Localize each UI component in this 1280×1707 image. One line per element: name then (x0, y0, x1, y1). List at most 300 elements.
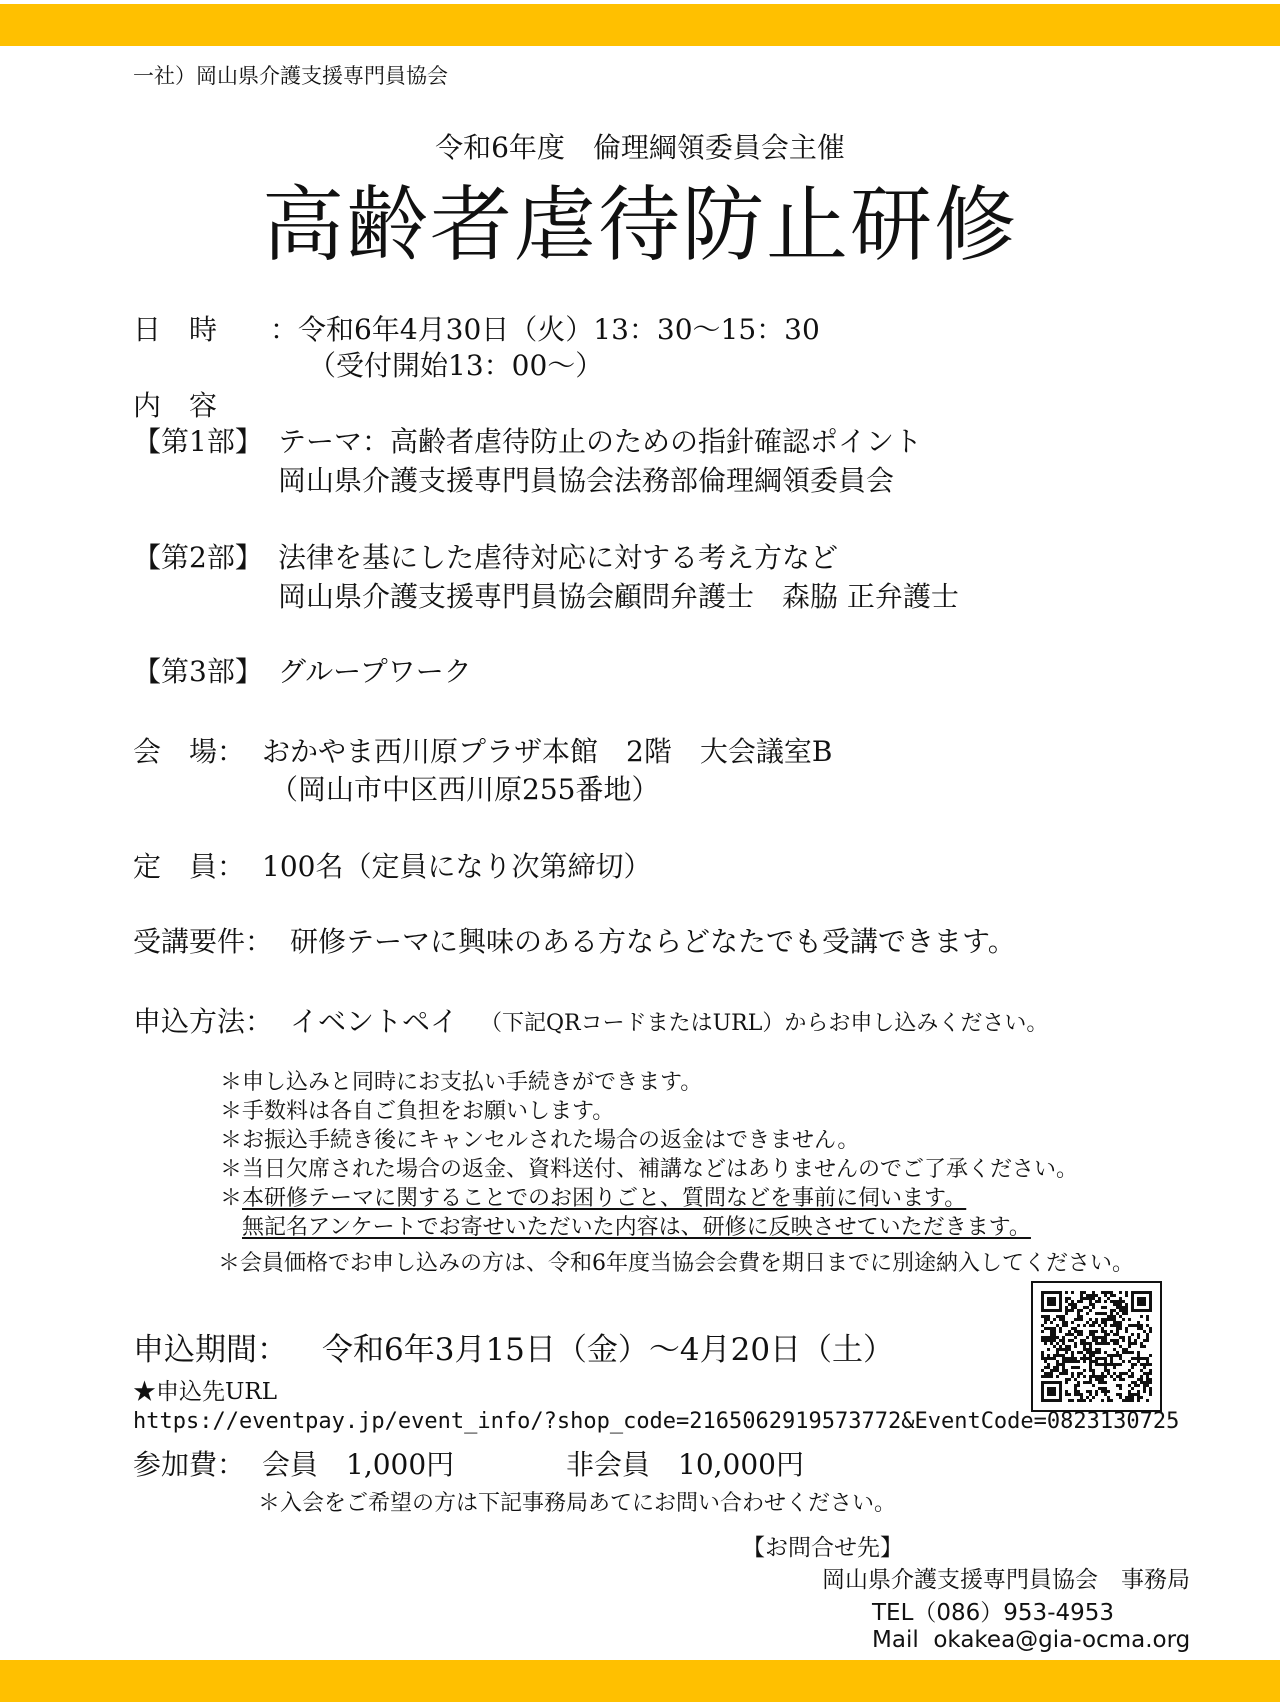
qr-module (1071, 1333, 1074, 1336)
qr-module (1110, 1312, 1113, 1315)
qr-module (1140, 1375, 1143, 1378)
qr-module (1107, 1372, 1110, 1375)
fee-nonmember: 非会員 10,000円 (566, 1448, 804, 1481)
qr-module (1098, 1375, 1101, 1378)
qr-module (1116, 1351, 1119, 1354)
qr-module (1062, 1336, 1065, 1339)
qr-module (1140, 1369, 1143, 1372)
qr-module (1089, 1399, 1092, 1402)
qr-module (1104, 1357, 1107, 1360)
qr-module (1140, 1381, 1143, 1384)
qr-module (1140, 1315, 1143, 1318)
qr-module (1098, 1342, 1101, 1345)
qr-module (1089, 1297, 1092, 1300)
qr-module (1137, 1393, 1140, 1396)
qr-module (1134, 1342, 1137, 1345)
qr-module (1128, 1393, 1131, 1396)
qr-module (1089, 1330, 1092, 1333)
qr-module (1098, 1348, 1101, 1351)
qr-module (1077, 1390, 1080, 1393)
qr-module (1095, 1300, 1098, 1303)
qr-module (1101, 1372, 1104, 1375)
part2-line1: 法律を基にした虐待対応に対する考え方など (278, 541, 839, 574)
qr-module (1104, 1375, 1107, 1378)
top-accent-bar (0, 4, 1280, 46)
qr-module (1104, 1387, 1107, 1390)
qr-module (1101, 1306, 1104, 1309)
qr-module (1047, 1315, 1050, 1318)
qr-module (1119, 1321, 1122, 1324)
qr-module (1095, 1357, 1098, 1360)
qr-code-icon (1041, 1291, 1152, 1402)
qr-module (1143, 1372, 1146, 1375)
qr-module (1116, 1312, 1119, 1315)
qr-module (1068, 1393, 1071, 1396)
note-member: ＊会員価格でお申し込みの方は、令和6年度当協会会費を期日までに別途納入してください。 (218, 1251, 1135, 1276)
qr-module (1098, 1378, 1101, 1381)
qr-module (1077, 1375, 1080, 1378)
qr-module (1050, 1375, 1053, 1378)
qr-module (1062, 1321, 1065, 1324)
qr-module (1056, 1315, 1059, 1318)
qr-module (1089, 1324, 1092, 1327)
qr-module (1122, 1312, 1125, 1315)
qr-module (1104, 1369, 1107, 1372)
qr-code[interactable] (1031, 1281, 1162, 1412)
note-item: ＊手数料は各自ご負担をお願いします。 (220, 1099, 615, 1124)
qr-module (1104, 1291, 1107, 1294)
qr-module (1065, 1360, 1068, 1363)
qr-module (1131, 1387, 1134, 1390)
qr-module (1104, 1318, 1107, 1321)
qr-module (1092, 1351, 1095, 1354)
qr-module (1125, 1312, 1128, 1315)
qr-module (1080, 1372, 1083, 1375)
qr-module (1137, 1384, 1140, 1387)
contact-mail[interactable]: Mail okakea@gia-ocma.org (872, 1627, 1191, 1653)
qr-module (1068, 1303, 1071, 1306)
qr-module (1113, 1378, 1116, 1381)
qr-module (1062, 1342, 1065, 1345)
qr-module (1149, 1327, 1152, 1330)
qr-module (1074, 1303, 1077, 1306)
qr-module (1101, 1312, 1104, 1315)
qr-module (1131, 1381, 1134, 1384)
qr-module (1104, 1306, 1107, 1309)
qr-module (1146, 1315, 1149, 1318)
venue-label: 会 場： (133, 735, 246, 768)
qr-module (1053, 1357, 1056, 1360)
qr-module (1104, 1321, 1107, 1324)
qr-module (1077, 1366, 1080, 1369)
qr-module (1065, 1381, 1068, 1384)
qr-module (1113, 1363, 1116, 1366)
qr-module (1080, 1318, 1083, 1321)
qr-module (1044, 1327, 1047, 1330)
qr-module (1065, 1306, 1068, 1309)
qr-module (1062, 1357, 1065, 1360)
qr-module (1083, 1324, 1086, 1327)
qr-module (1104, 1324, 1107, 1327)
qr-module (1125, 1399, 1128, 1402)
qr-module (1074, 1342, 1077, 1345)
qr-module (1113, 1342, 1116, 1345)
qr-module (1122, 1378, 1125, 1381)
qr-module (1086, 1321, 1089, 1324)
qr-module (1056, 1351, 1059, 1354)
qr-module (1041, 1336, 1044, 1339)
qr-module (1146, 1318, 1149, 1321)
qr-module (1041, 1375, 1044, 1378)
qr-module (1065, 1321, 1068, 1324)
qr-module (1047, 1297, 1056, 1306)
qr-module (1110, 1354, 1113, 1357)
qr-module (1098, 1312, 1101, 1315)
page-title: 高齢者虐待防止研修 (261, 178, 1018, 273)
qr-module (1095, 1375, 1098, 1378)
qr-module (1113, 1339, 1116, 1342)
qr-module (1098, 1387, 1101, 1390)
qr-module (1065, 1309, 1068, 1312)
qr-module (1092, 1360, 1095, 1363)
qr-module (1110, 1360, 1113, 1363)
qr-module (1098, 1336, 1101, 1339)
qr-module (1074, 1366, 1077, 1369)
qr-module (1056, 1324, 1059, 1327)
qr-module (1053, 1369, 1056, 1372)
qr-module (1128, 1369, 1131, 1372)
qr-module (1095, 1294, 1098, 1297)
part1-line2: 岡山県介護支援専門員協会法務部倫理綱領委員会 (278, 464, 895, 497)
qr-module (1080, 1294, 1083, 1297)
qr-module (1101, 1363, 1104, 1366)
qr-module (1119, 1387, 1122, 1390)
qr-module (1116, 1375, 1119, 1378)
qr-module (1086, 1357, 1089, 1360)
qr-module (1119, 1378, 1122, 1381)
qr-module (1128, 1375, 1131, 1378)
qr-module (1062, 1354, 1065, 1357)
qr-module (1092, 1303, 1095, 1306)
qr-module (1146, 1399, 1149, 1402)
qr-module (1077, 1309, 1080, 1312)
apply-method-note: （下記QRコードまたはURL）からお申し込みください。 (480, 1011, 1049, 1036)
qr-module (1086, 1336, 1089, 1339)
qr-module (1089, 1342, 1092, 1345)
qr-module (1056, 1354, 1059, 1357)
qr-module (1050, 1330, 1053, 1333)
qr-module (1149, 1354, 1152, 1357)
qr-module (1068, 1378, 1071, 1381)
qr-module (1107, 1342, 1110, 1345)
qr-module (1131, 1357, 1134, 1360)
qr-module (1137, 1333, 1140, 1336)
qr-module (1131, 1393, 1134, 1396)
qr-module (1077, 1399, 1080, 1402)
qr-module (1074, 1357, 1077, 1360)
schedule-note: （受付開始13：00〜） (308, 349, 604, 382)
qr-module (1062, 1318, 1065, 1321)
qr-module (1101, 1330, 1104, 1333)
qr-module (1062, 1363, 1065, 1366)
qr-module (1119, 1297, 1122, 1300)
qr-module (1044, 1342, 1047, 1345)
qr-module (1116, 1384, 1119, 1387)
qr-module (1146, 1372, 1149, 1375)
qr-module (1044, 1372, 1047, 1375)
qr-module (1143, 1345, 1146, 1348)
qr-module (1056, 1363, 1059, 1366)
qr-module (1089, 1318, 1092, 1321)
qr-module (1083, 1357, 1086, 1360)
qr-module (1065, 1357, 1068, 1360)
qr-module (1044, 1321, 1047, 1324)
qr-module (1086, 1390, 1089, 1393)
qr-module (1107, 1291, 1110, 1294)
qr-module (1110, 1315, 1113, 1318)
qr-module (1077, 1312, 1080, 1315)
qr-module (1071, 1321, 1074, 1324)
qr-module (1089, 1309, 1092, 1312)
qr-module (1140, 1378, 1143, 1381)
qr-module (1104, 1333, 1107, 1336)
qr-module (1095, 1360, 1098, 1363)
qr-module (1104, 1294, 1107, 1297)
qr-module (1134, 1393, 1137, 1396)
qr-module (1095, 1390, 1098, 1393)
qr-module (1116, 1303, 1119, 1306)
qr-module (1110, 1357, 1113, 1360)
qr-module (1116, 1324, 1119, 1327)
qr-module (1059, 1372, 1062, 1375)
qr-module (1083, 1354, 1086, 1357)
qr-module (1050, 1357, 1053, 1360)
qr-module (1053, 1339, 1056, 1342)
qr-module (1089, 1294, 1092, 1297)
qr-module (1080, 1351, 1083, 1354)
qr-module (1074, 1345, 1077, 1348)
qr-module (1092, 1330, 1095, 1333)
part1-line1: テーマ：高齢者虐待防止のための指針確認ポイント (278, 425, 923, 458)
qr-module (1095, 1378, 1098, 1381)
qr-module (1110, 1399, 1113, 1402)
qr-module (1065, 1324, 1068, 1327)
qr-module (1116, 1393, 1119, 1396)
qr-module (1041, 1324, 1044, 1327)
qr-module (1065, 1300, 1068, 1303)
qr-module (1107, 1390, 1110, 1393)
application-url[interactable]: https://eventpay.jp/event_info/?shop_code=2165062919573772&EventCode=0823130725 (133, 1409, 1180, 1434)
qr-module (1053, 1327, 1056, 1330)
qr-module (1113, 1294, 1116, 1297)
qr-module (1140, 1396, 1143, 1399)
qr-module (1089, 1300, 1092, 1303)
qr-module (1140, 1342, 1143, 1345)
qr-module (1083, 1369, 1086, 1372)
note-item: ＊当日欠席された場合の返金、資料送付、補講などはありませんのでご了承ください。 (220, 1157, 1079, 1182)
qr-module (1125, 1303, 1128, 1306)
qr-module (1149, 1381, 1152, 1384)
qr-module (1146, 1324, 1149, 1327)
event-subtitle: 令和6年度 倫理綱領委員会主催 (435, 131, 845, 164)
qr-module (1071, 1309, 1074, 1312)
qr-module (1107, 1399, 1110, 1402)
qr-module (1119, 1372, 1122, 1375)
qr-module (1083, 1345, 1086, 1348)
qr-module (1044, 1366, 1047, 1369)
part3-line1: グループワーク (278, 655, 472, 688)
qr-module (1137, 1336, 1140, 1339)
qr-module (1068, 1333, 1071, 1336)
qr-module (1080, 1339, 1083, 1342)
fee-label: 参加費： (133, 1448, 246, 1481)
qr-module (1074, 1393, 1077, 1396)
qr-module (1050, 1321, 1053, 1324)
qr-module (1092, 1354, 1095, 1357)
qr-module (1074, 1387, 1077, 1390)
qr-module (1053, 1345, 1056, 1348)
qr-module (1062, 1366, 1065, 1369)
qr-module (1065, 1312, 1068, 1315)
qr-module (1143, 1339, 1146, 1342)
qr-module (1146, 1336, 1149, 1339)
qr-module (1068, 1330, 1071, 1333)
qr-module (1074, 1384, 1077, 1387)
qr-module (1047, 1348, 1050, 1351)
qr-module (1143, 1363, 1146, 1366)
qr-module (1095, 1330, 1098, 1333)
qr-module (1059, 1354, 1062, 1357)
qr-module (1077, 1300, 1080, 1303)
qr-module (1119, 1303, 1122, 1306)
qr-module (1146, 1360, 1149, 1363)
qr-module (1053, 1333, 1056, 1336)
qr-module (1134, 1384, 1137, 1387)
qr-module (1080, 1342, 1083, 1345)
note-item: ＊申し込みと同時にお支払い手続きができます。 (220, 1070, 703, 1095)
qr-module (1095, 1342, 1098, 1345)
qr-module (1137, 1360, 1140, 1363)
qr-module (1137, 1399, 1140, 1402)
qr-module (1128, 1336, 1131, 1339)
qr-module (1086, 1312, 1089, 1315)
qr-module (1134, 1363, 1137, 1366)
qr-module (1143, 1390, 1146, 1393)
qr-module (1041, 1357, 1044, 1360)
qr-module (1065, 1390, 1068, 1393)
qr-module (1044, 1375, 1047, 1378)
qr-module (1041, 1339, 1044, 1342)
qr-module (1086, 1342, 1089, 1345)
qr-module (1065, 1297, 1068, 1300)
qr-module (1068, 1309, 1071, 1312)
qr-module (1134, 1324, 1137, 1327)
qr-module (1092, 1306, 1095, 1309)
qr-module (1059, 1330, 1062, 1333)
qr-module (1116, 1339, 1119, 1342)
qr-module (1104, 1390, 1107, 1393)
qr-module (1122, 1306, 1125, 1309)
qr-module (1092, 1339, 1095, 1342)
qr-module (1089, 1333, 1092, 1336)
qr-module (1122, 1399, 1125, 1402)
qr-module (1050, 1342, 1053, 1345)
qr-module (1044, 1360, 1047, 1363)
qr-module (1065, 1369, 1068, 1372)
qr-module (1104, 1342, 1107, 1345)
qr-module (1095, 1336, 1098, 1339)
qr-module (1119, 1291, 1122, 1294)
qr-module (1137, 1354, 1140, 1357)
qr-module (1119, 1393, 1122, 1396)
qr-module (1095, 1318, 1098, 1321)
schedule-value: ：令和6年4月30日（火）13：30〜15：30 (270, 313, 820, 346)
qr-module (1104, 1336, 1107, 1339)
capacity-value: 100名（定員になり次第締切） (262, 850, 652, 883)
qr-module (1122, 1351, 1125, 1354)
qr-module (1041, 1315, 1044, 1318)
capacity-label: 定 員： (133, 850, 246, 883)
qr-module (1140, 1357, 1143, 1360)
qr-module (1146, 1339, 1149, 1342)
qr-module (1107, 1369, 1110, 1372)
qr-module (1128, 1345, 1131, 1348)
qr-module (1149, 1393, 1152, 1396)
venue-address: （岡山市中区西川原255番地） (270, 773, 660, 806)
qr-module (1113, 1366, 1116, 1369)
qr-module (1125, 1372, 1128, 1375)
qr-module (1044, 1336, 1047, 1339)
qr-module (1077, 1333, 1080, 1336)
qr-module (1119, 1345, 1122, 1348)
qr-module (1113, 1318, 1116, 1321)
qr-module (1134, 1339, 1137, 1342)
qr-module (1086, 1306, 1089, 1309)
qr-module (1056, 1369, 1059, 1372)
contact-tel: TEL（086）953-4953 (872, 1600, 1115, 1626)
qr-module (1131, 1399, 1134, 1402)
qr-module (1146, 1381, 1149, 1384)
schedule-label: 日 時 (133, 313, 218, 346)
qr-module (1047, 1372, 1050, 1375)
qr-module (1074, 1336, 1077, 1339)
url-label: ★申込先URL (133, 1379, 277, 1405)
qr-module (1041, 1369, 1044, 1372)
qr-module (1062, 1369, 1065, 1372)
qr-module (1122, 1309, 1125, 1312)
qr-module (1119, 1336, 1122, 1339)
qr-module (1080, 1297, 1083, 1300)
fee-note: ＊入会をご希望の方は下記事務局あてにお問い合わせください。 (258, 1491, 897, 1516)
qr-module (1041, 1330, 1044, 1333)
qr-module (1071, 1300, 1074, 1303)
qr-module (1110, 1294, 1113, 1297)
qr-module (1077, 1372, 1080, 1375)
apply-method: イベントペイ (290, 1005, 459, 1038)
qr-module (1044, 1315, 1047, 1318)
qr-module (1089, 1360, 1092, 1363)
qr-module (1041, 1351, 1044, 1354)
qr-module (1104, 1351, 1107, 1354)
qr-module (1110, 1339, 1113, 1342)
qr-module (1089, 1369, 1092, 1372)
qr-module (1071, 1357, 1074, 1360)
qr-module (1050, 1327, 1053, 1330)
qr-module (1110, 1318, 1113, 1321)
qr-module (1110, 1300, 1113, 1303)
qr-module (1149, 1378, 1152, 1381)
qr-module (1047, 1357, 1050, 1360)
